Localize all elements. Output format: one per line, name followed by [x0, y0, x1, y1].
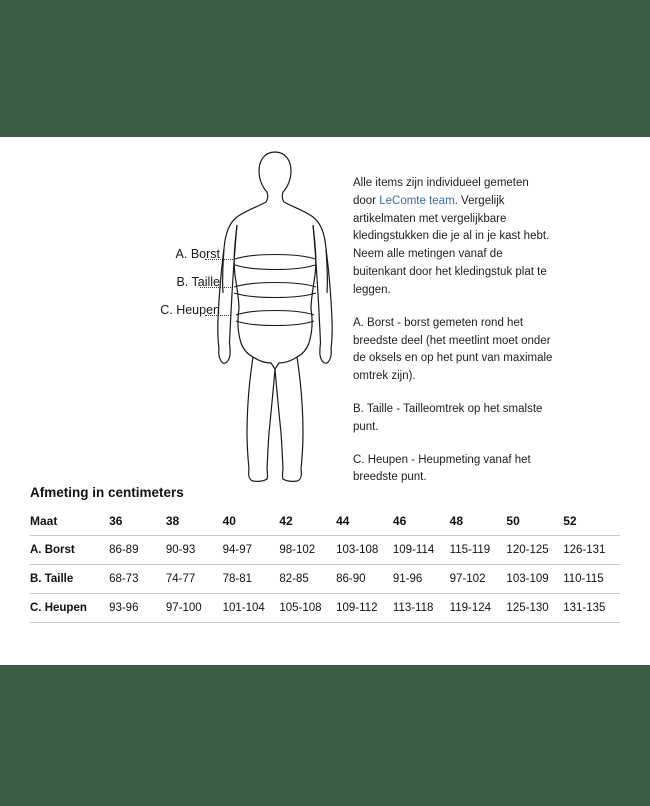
cell-heupen-36: 93-96 [109, 594, 166, 623]
table-header-size-36: 36 [109, 514, 123, 528]
table-header-size-52: 52 [563, 514, 577, 528]
row-label-heupen: C. Heupen [30, 594, 109, 623]
cell-heupen-38: 97-100 [166, 594, 223, 623]
definition-body-heupen: - Heupmeting vanaf het breedste punt. [353, 453, 531, 484]
cell-taille-46: 91-96 [393, 565, 450, 594]
definition-term-borst: A. Borst [353, 316, 394, 329]
table-header-maat: Maat [30, 514, 58, 528]
row-label-borst: A. Borst [30, 536, 109, 565]
table-header-size-50: 50 [506, 514, 520, 528]
body-figure [205, 147, 345, 487]
definition-heupen [353, 452, 553, 488]
cell-heupen-48: 119-124 [450, 594, 507, 623]
cell-borst-52: 126-131 [563, 536, 620, 565]
cell-taille-48: 97-102 [450, 565, 507, 594]
definition-body-taille: - Tailleomtrek op het smalste punt. [353, 402, 543, 433]
cell-borst-36: 86-89 [109, 536, 166, 565]
table-row [30, 594, 620, 623]
intro-part1: Alle items zijn individueel gemeten door [353, 177, 529, 207]
cell-heupen-40: 101-104 [223, 594, 280, 623]
size-table [30, 508, 620, 623]
cell-borst-38: 90-93 [166, 536, 223, 565]
table-row [30, 536, 620, 565]
cell-heupen-50: 125-130 [506, 594, 563, 623]
table-header-size-38: 38 [165, 514, 180, 528]
cell-heupen-44: 109-112 [336, 594, 393, 623]
size-guide-page [0, 137, 650, 665]
row-label-taille: B. Taille [30, 565, 109, 594]
cell-taille-52: 110-115 [563, 565, 620, 594]
table-header-size-44: 44 [336, 514, 350, 528]
figure-and-description [0, 137, 650, 485]
cell-taille-40: 78-81 [223, 565, 280, 594]
definition-taille [353, 401, 553, 437]
cell-heupen-46: 113-118 [393, 594, 450, 623]
label-heupen: C. Heupen [160, 303, 220, 317]
cell-taille-50: 103-109 [506, 565, 563, 594]
cell-borst-42: 98-102 [279, 536, 336, 565]
table-row [30, 565, 620, 594]
table-body [30, 536, 620, 623]
table-header-size-46: 46 [392, 514, 407, 528]
table-header-size-48: 48 [449, 514, 464, 528]
table-header-size-42: 42 [279, 514, 293, 528]
description-text [353, 175, 553, 502]
table-head [30, 508, 620, 536]
cell-borst-50: 120-125 [506, 536, 563, 565]
cell-taille-42: 82-85 [279, 565, 336, 594]
brand-name: LeComte team [379, 194, 455, 207]
cell-borst-46: 109-114 [393, 536, 450, 565]
cell-taille-36: 68-73 [109, 565, 166, 594]
cell-taille-38: 74-77 [166, 565, 223, 594]
cell-taille-44: 86-90 [336, 565, 393, 594]
cell-heupen-42: 105-108 [279, 594, 336, 623]
label-borst: A. Borst [175, 247, 220, 261]
size-table-section [0, 485, 650, 623]
intro-part2: . Vergelijk artikelmaten met vergelijkbare kledingstukken die je al in je kast hebt. Neem alle metingen vanaf de buitenkant door het kledingstuk plat te leggen. [353, 194, 550, 296]
cell-borst-40: 94-97 [223, 536, 280, 565]
intro-paragraph [353, 175, 553, 300]
definition-body-borst: - borst gemeten rond het breedste deel (het meetlint moet onder de oksels en op het punt van maximale omtrek zijn). [353, 316, 553, 383]
table-header-size-40: 40 [222, 514, 236, 528]
definition-term-heupen: C. Heupen [353, 453, 408, 466]
cell-borst-48: 115-119 [450, 536, 507, 565]
cell-borst-44: 103-108 [336, 536, 393, 565]
table-title: Afmeting in centimeters [30, 485, 184, 500]
definition-borst [353, 315, 553, 386]
definition-term-taille: B. Taille [353, 402, 394, 415]
label-taille: B. Taille [176, 275, 220, 289]
cell-heupen-52: 131-135 [563, 594, 620, 623]
table-header-row [30, 508, 620, 536]
